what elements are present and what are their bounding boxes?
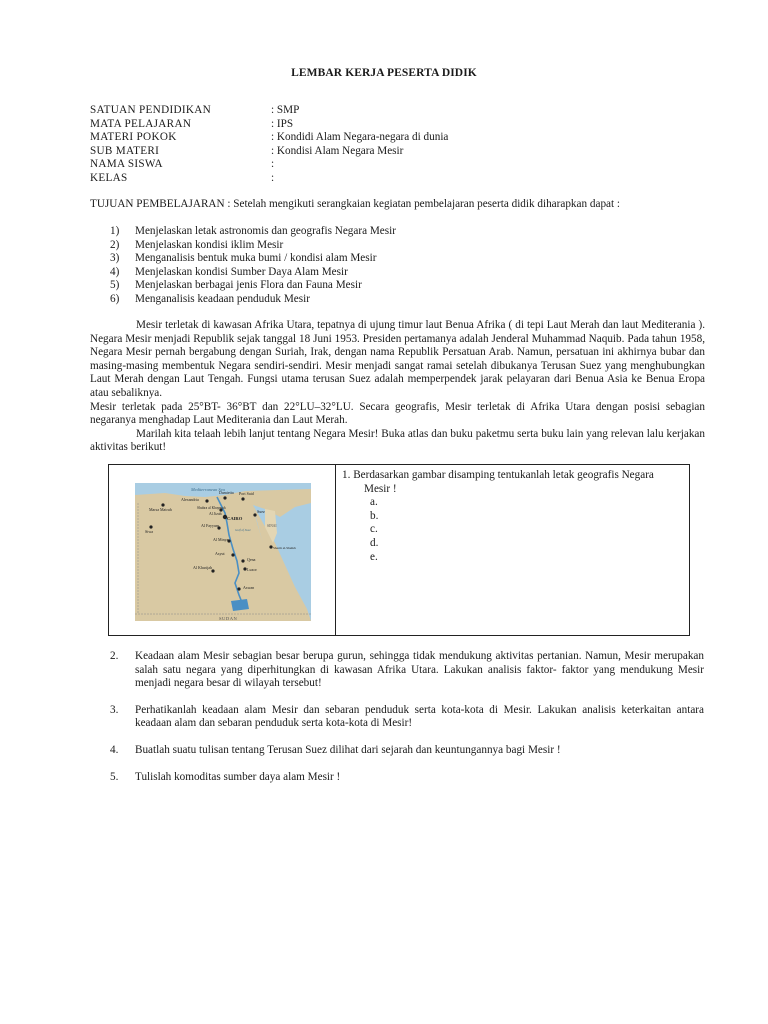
list-text: Menjelaskan kondisi iklim Mesir [135, 238, 284, 251]
map-label-city: Al Jizah [209, 512, 222, 516]
map-label-country: SUDAN [219, 616, 238, 621]
answer-option: c. [370, 523, 378, 536]
map-label-region: SINAI [267, 524, 277, 528]
answer-option: a. [370, 496, 378, 509]
task-text: Buatlah suatu tulisan tentang Terusan Suez dilihat dari sejarah dan keuntungannya bagi Mesir ! [135, 743, 561, 756]
map-label-city: Aswan [243, 585, 255, 590]
identity-label: SATUAN PENDIDIKAN [90, 104, 212, 116]
map-label-city: Marsa Matruh [149, 507, 172, 512]
identity-value: : Kondisi Alam Negara Mesir [271, 144, 404, 157]
map-label-city: Port Said [239, 491, 254, 496]
page-title: LEMBAR KERJA PESERTA DIDIK [291, 67, 477, 79]
map-label-city: Alexandria [181, 497, 199, 502]
list-number: 1) [110, 225, 120, 237]
map-label-city: Sharm el-Sheikh [273, 546, 296, 550]
list-item [110, 293, 710, 307]
list-number: 6) [110, 292, 120, 305]
identity-value: : SMP [271, 104, 300, 116]
answer-option: e. [370, 550, 378, 563]
task-item [110, 771, 704, 785]
list-number: 4) [110, 265, 120, 278]
map-label-city: Asyut [215, 551, 225, 556]
list-item [110, 239, 710, 253]
identity-label: NAMA SISWA [90, 158, 163, 171]
task-number: 5. [110, 770, 119, 783]
learning-objective-intro: TUJUAN PEMBELAJARAN : Setelah mengikuti serangkaian kegiatan pembelajaran peserta didik diharapkan dapat : [90, 198, 621, 210]
list-item [110, 225, 710, 239]
map-label-sea: Mediterranean Sea [191, 487, 225, 492]
map-label-city: Siwa [145, 529, 153, 534]
map-label-city: Qena [247, 557, 256, 562]
list-text: Menjelaskan berbagai jenis Flora dan Fauna Mesir [135, 279, 362, 292]
lake-nasser [231, 599, 249, 611]
list-item [110, 252, 710, 266]
identity-block [90, 104, 690, 186]
identity-row [90, 104, 690, 118]
map-label-city: Shubra al Khaymah [197, 506, 226, 510]
egypt-map [135, 483, 311, 621]
identity-value: : [271, 158, 275, 171]
city-dot [223, 496, 226, 499]
city-dot [241, 559, 244, 562]
identity-label: KELAS [90, 171, 128, 184]
city-dot [241, 497, 244, 500]
question-line: 1. Berdasarkan gambar disamping tentukanlah letak geografis Negara [342, 469, 654, 481]
identity-row [90, 145, 690, 159]
task-list [110, 650, 704, 797]
list-number: 2) [110, 238, 120, 251]
identity-value: : Kondidi Alam Negara-negara di dunia [271, 131, 449, 144]
task-number: 4. [110, 743, 119, 756]
identity-label: SUB MATERI [90, 144, 160, 157]
map-label-city: Suez [257, 509, 265, 514]
task-text: Perhatikanlah keadaan alam Mesir dan sebaran penduduk serta kota-kota di Mesir. Lakukan analisis keterkaitan antara keadaan alam dan sebaran penduduk serta kota-kota di Mesir! [135, 703, 704, 730]
map-label-city: Luxor [247, 567, 257, 572]
task-text: Keadaan alam Mesir sebagian besar berupa gurun, sehingga tidak mendukung aktivitas pertanian. Namun, Mesir merupakan salah satu negara yang diperhitungkan di kawasan Afrika Utara. Lakukan analisis faktor- faktor yang mendukung Mesir menjadi negara besar di wilayah tersebut! [135, 650, 704, 690]
list-text: Menjelaskan letak astronomis dan geografis Negara Mesir [135, 225, 396, 237]
identity-value: : IPS [271, 117, 294, 130]
body-text [90, 319, 705, 455]
answer-option: d. [370, 536, 379, 549]
city-dot [237, 587, 240, 590]
list-number: 3) [110, 252, 120, 265]
task-item [110, 650, 704, 691]
map-label-capital: CAIRO [227, 516, 243, 521]
task-item [110, 744, 704, 758]
task-item [110, 704, 704, 731]
question-line: Mesir ! [364, 482, 397, 495]
activity-table [108, 464, 690, 636]
city-dot [231, 553, 234, 556]
task-text: Tulislah komoditas sumber daya alam Mesir ! [135, 770, 341, 783]
identity-row [90, 118, 690, 132]
question-cell [336, 465, 689, 635]
identity-label: MATA PELAJARAN [90, 117, 192, 130]
city-dot [205, 499, 208, 502]
map-label-city: Al Fayyum [201, 523, 220, 528]
list-text: Menjelaskan kondisi Sumber Daya Alam Mesir [135, 265, 348, 278]
identity-label: MATERI POKOK [90, 131, 177, 144]
map-label-city: Damietta [219, 490, 234, 495]
identity-row [90, 158, 690, 172]
task-number: 2. [110, 650, 119, 662]
list-number: 5) [110, 279, 120, 292]
map-label-city: Al Minya [213, 537, 229, 542]
answer-option: b. [370, 509, 379, 522]
learning-goals-list [110, 225, 710, 307]
identity-value: : [271, 171, 275, 184]
identity-row [90, 131, 690, 145]
list-item [110, 266, 710, 280]
identity-row [90, 172, 690, 186]
map-label-city: Al Kharijah [193, 565, 212, 570]
paragraph-coordinates: Mesir terletak pada 25°BT- 36°BT dan 22°LU–32°LU. Secara geografis, Mesir terletak di Afrika Utara dengan posisi sebagian negaranya menghadap Laut Mediterania dan Laut Merah. [90, 400, 705, 427]
map-cell [109, 465, 336, 635]
map-label-gulf: Gulf of Suez [235, 528, 251, 532]
list-item [110, 279, 710, 293]
list-text: Menganalisis bentuk muka bumi / kondisi alam Mesir [135, 252, 377, 265]
task-number: 3. [110, 703, 119, 716]
paragraph-intro: Mesir terletak di kawasan Afrika Utara, tepatnya di ujung timur laut Benua Afrika ( di tepi Laut Merah dan laut Mediterania ). Negara Mesir menjadi Republik sejak tanggal 18 Juni 1953. Presiden pertamanya adalah Jenderal Muhammad Naquib. Pada tahun 1958, Negara Mesir pernah bergabung dengan Suriah, Irak, dengan nama Republik Persatuan Arab. Namun, persatuan ini akhirnya bubar dan masing-masing membentuk Negara sendiri-sendiri. Mesir menjadi sangat ramai setelah dibukanya Terusan Suez yang menghubungkan Laut Merah dengan Laut Tengah. Fungsi utama terusan Suez adalah memperpendek jarak pelayaran dari Benua Asia ke Benua Eropa atau sebaliknya. [90, 319, 705, 399]
paragraph-instruction: Marilah kita telaah lebih lanjut tentang Negara Mesir! Buka atlas dan buku paketmu serta buku lain yang relevan lalu kerjakan aktivitas berikut! [90, 427, 705, 454]
list-text: Menganalisis keadaan penduduk Mesir [135, 292, 310, 305]
